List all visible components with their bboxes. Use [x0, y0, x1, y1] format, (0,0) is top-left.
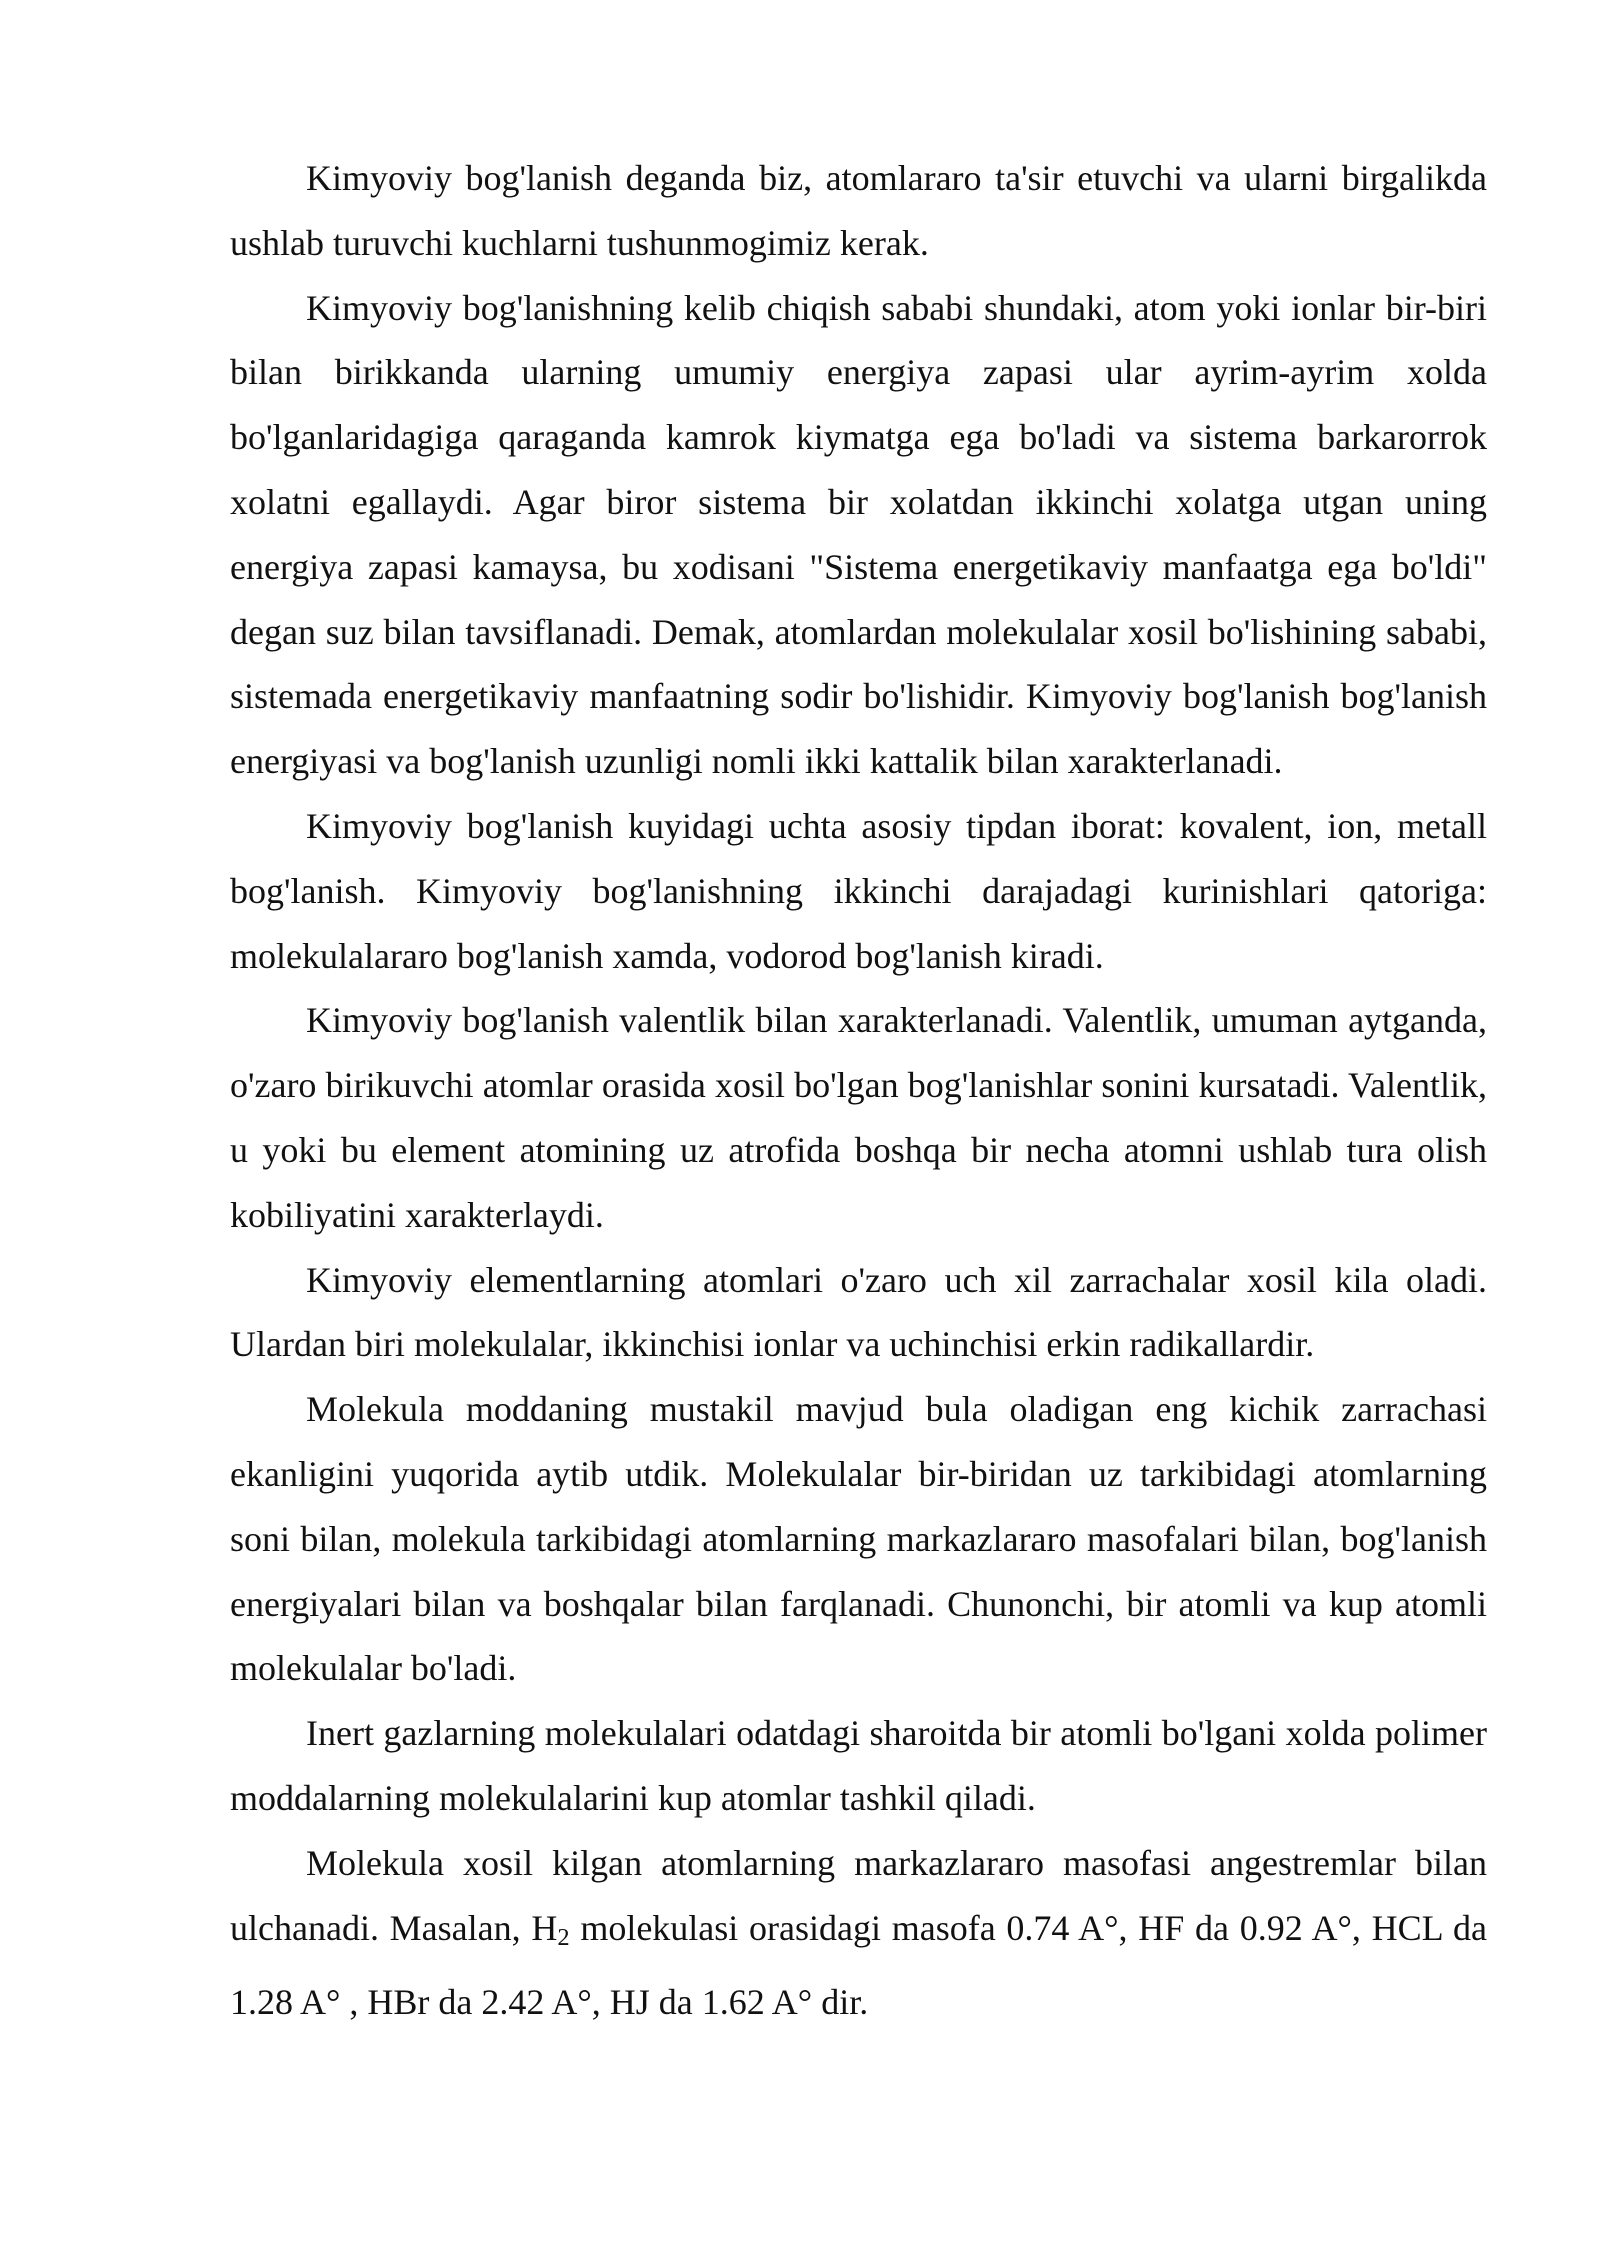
paragraph-particles: Kimyoviy elementlarning atomlari o'zaro uch xil zarrachalar xosil kila oladi. Ulardan biri molekulalar, ikkinchisi ionlar va uchinchisi erkin radikallardir. [230, 1259, 1487, 1365]
paragraph-bond-types: Kimyoviy bog'lanish kuyidagi uchta asosiy tipdan iborat: kovalent, ion, metall bog'lanish. Kimyoviy bog'lanishning ikkinchi darajadagi kurinishlari qatoriga: molekulalararo bog'lanish xamda, vodorod bog'lanish kiradi. [230, 805, 1487, 976]
document-page [230, 146, 1487, 2035]
bond-distances-text-start: Molekula xosil kilgan atomlarning markazlararo masofasi angestremlar bilan ulchanadi. Masalan, H [230, 1842, 1487, 1948]
paragraph-bond-origin: Kimyoviy bog'lanishning kelib chiqish sababi shundaki, atom yoki ionlar bir-biri bilan birikkanda ularning umumiy energiya zapasi ular ayrim-ayrim xolda bo'lganlaridagiga qaraganda kamrok kiymatga ega bo'ladi va sistema barkarorrok xolatni egallaydi. Agar biror sistema bir xolatdan ikkinchi xolatga utgan uning energiya zapasi kamaysa, bu xodisani "Sistema energetikaviy manfaatga ega bo'ldi" degan suz bilan tavsiflanadi. Demak, atomlardan molekulalar xosil bo'lishining sababi, sistemada energetikaviy manfaatning sodir bo'lishidir. Kimyoviy bog'lanish bog'lanish energiyasi va bog'lanish uzunligi nomli ikki kattalik bilan xarakterlanadi. [230, 287, 1487, 782]
paragraph-valence: Kimyoviy bog'lanish valentlik bilan xarakterlanadi. Valentlik, umuman aytganda, o'zaro birikuvchi atomlar orasida xosil bo'lgan bog'lanishlar sonini kursatadi. Valentlik, u yoki bu element atomining uz atrofida boshqa bir necha atomni ushlab tura olish kobiliyatini xarakterlaydi. [230, 1000, 1487, 1235]
paragraph-inert-gases: Inert gazlarning molekulalari odatdagi sharoitda bir atomli bo'lgani xolda polimer moddalarning molekulalarini kup atomlar tashkil qiladi. [230, 1713, 1487, 1818]
paragraph-chemical-bond-definition: Kimyoviy bog'lanish deganda biz, atomlararo ta'sir etuvchi va ularni birgalikda ushlab turuvchi kuchlarni tushunmogimiz kerak. [230, 158, 1487, 263]
paragraph-bond-distances [230, 1831, 1487, 2035]
bond-distances-text-end: molekulasi orasidagi masofa 0.74 A°, HF da 0.92 A°, HCL da 1.28 A° , HBr da 2.42 A°, HJ da 1.62 A° dir. [230, 1907, 1487, 2023]
paragraph-molecule: Molekula moddaning mustakil mavjud bula oladigan eng kichik zarrachasi ekanligini yuqorida aytib utdik. Molekulalar bir-biridan uz tarkibidagi atomlarning soni bilan, molekula tarkibidagi atomlarning markazlararo masofalari bilan, bog'lanish energiyalari bilan va boshqalar bilan farqlanadi. Chunonchi, bir atomli va kup atomli molekulalar bo'ladi. [230, 1389, 1487, 1689]
hydrogen-subscript: 2 [557, 1923, 570, 1951]
